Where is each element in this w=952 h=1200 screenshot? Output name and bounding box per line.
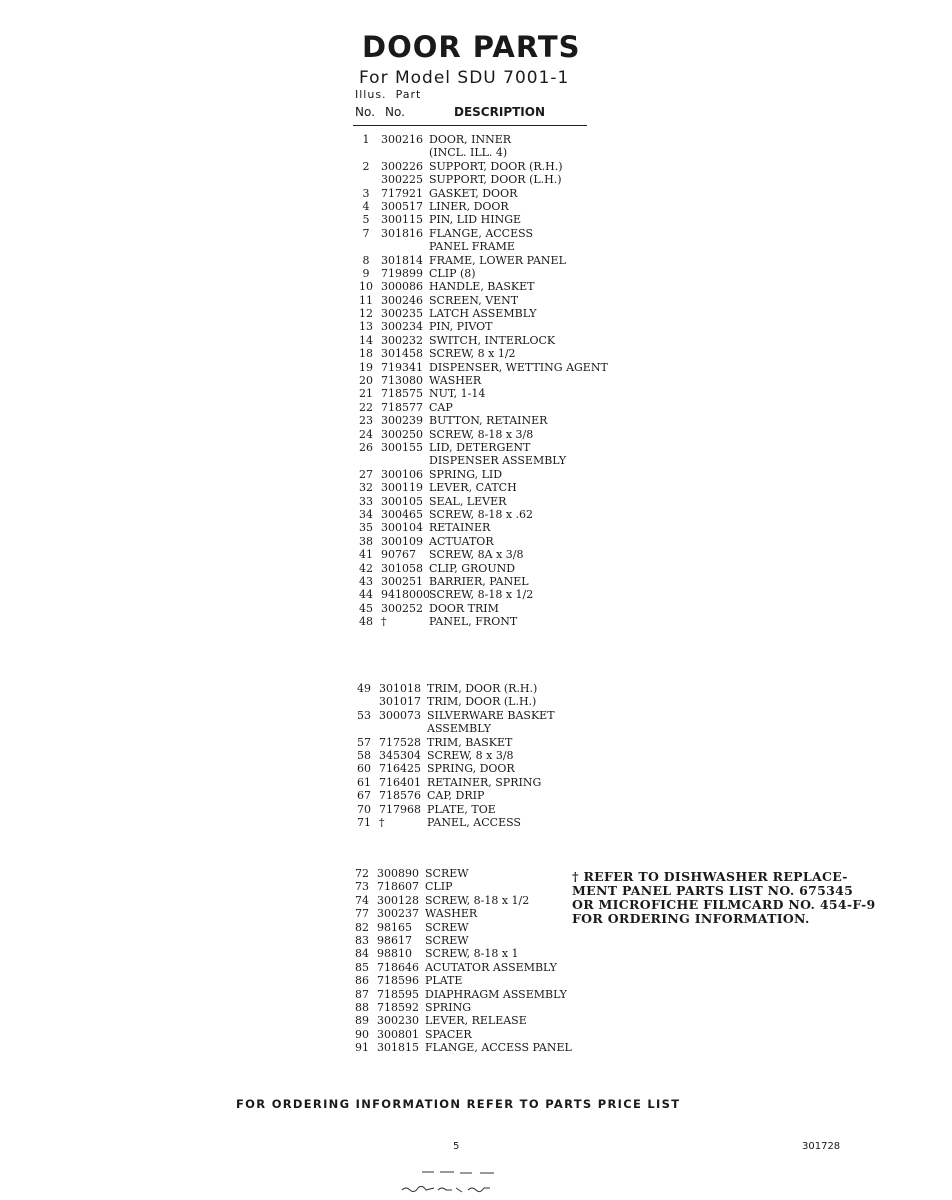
- part-number: 718575: [381, 387, 423, 401]
- part-number: †: [379, 815, 385, 829]
- illus-number: 74: [355, 893, 369, 907]
- illus-number: 84: [355, 947, 369, 961]
- part-number: 300246: [381, 293, 423, 307]
- illus-number: 18: [359, 347, 373, 361]
- part-number: 300104: [381, 521, 423, 535]
- illus-number: 20: [359, 374, 373, 388]
- part-number: 718595: [377, 987, 419, 1001]
- part-description: SCREW, 8-18 x .62: [429, 507, 534, 521]
- illus-number: 12: [359, 307, 373, 321]
- part-description: NUT, 1-14: [429, 387, 486, 401]
- part-description: TRIM, DOOR (R.H.): [427, 682, 538, 695]
- part-number: 718646: [377, 960, 419, 974]
- parts-row: [354, 816, 555, 829]
- illus-number: 38: [359, 534, 373, 548]
- part-label: Part: [395, 88, 422, 101]
- page-title: DOOR PARTS: [362, 30, 581, 64]
- parts-row: [356, 374, 608, 387]
- part-number: 345304: [379, 748, 421, 762]
- part-description: WASHER: [429, 374, 482, 388]
- illus-number: 5: [362, 213, 370, 227]
- parts-row: [352, 974, 572, 987]
- parts-row: [356, 267, 608, 280]
- part-description: CLIP: [425, 880, 453, 894]
- illus-number: 23: [359, 414, 373, 428]
- part-description: PANEL, ACCESS: [427, 815, 521, 829]
- parts-row: [356, 562, 608, 575]
- part-description: SPRING, LID: [429, 467, 503, 481]
- part-description: CLIP, GROUND: [429, 561, 516, 575]
- parts-row: [356, 160, 608, 173]
- description-label: DESCRIPTION: [454, 105, 546, 119]
- illus-number: 86: [355, 974, 369, 988]
- part-number: 713080: [381, 374, 423, 388]
- parts-row: [356, 441, 608, 454]
- parts-row: [356, 307, 608, 320]
- part-number: 300237: [377, 907, 419, 921]
- parts-row: [354, 749, 555, 762]
- illus-number: 42: [359, 561, 373, 575]
- illus-number: 61: [357, 775, 371, 789]
- part-number: [376, 454, 429, 467]
- part-number: [374, 722, 427, 735]
- illus-number: 85: [355, 960, 369, 974]
- part-description: SILVERWARE BASKET: [427, 708, 555, 722]
- illus-number: 32: [359, 481, 373, 495]
- illus-no-label: No.: [355, 105, 375, 119]
- part-description: CLIP (8): [429, 266, 476, 280]
- part-description: SCREW, 8-18 x 3/8: [429, 427, 534, 441]
- part-description: CAP, DRIP: [427, 789, 485, 803]
- part-number: 300234: [381, 320, 423, 334]
- part-description: RETAINER: [429, 521, 491, 535]
- part-number: 718596: [377, 974, 419, 988]
- part-description: FLANGE, ACCESS: [429, 226, 534, 240]
- part-number: 719341: [381, 360, 423, 374]
- part-number: 300155: [381, 440, 423, 454]
- illus-number: 2: [362, 159, 370, 173]
- part-description: LATCH ASSEMBLY: [429, 307, 537, 321]
- illus-number: 44: [359, 588, 373, 602]
- part-description: BUTTON, RETAINER: [429, 414, 548, 428]
- part-description: SCREW, 8-18 x 1/2: [429, 588, 534, 602]
- illus-number: 11: [359, 293, 373, 307]
- part-number: 300465: [381, 507, 423, 521]
- part-description: DOOR TRIM: [429, 601, 499, 615]
- parts-row: [352, 947, 572, 960]
- part-description: SCREW, 8 x 1/2: [429, 347, 516, 361]
- part-description: PIN, PIVOT: [429, 320, 493, 334]
- parts-row: [356, 468, 608, 481]
- part-description: (INCL. ILL. 4): [429, 146, 508, 160]
- part-number: 719899: [381, 266, 423, 280]
- part-number: 300073: [379, 708, 421, 722]
- part-description: DOOR, INNER: [429, 133, 512, 146]
- part-number: 300109: [381, 534, 423, 548]
- illus-number: [356, 146, 376, 159]
- illus-number: 1: [362, 133, 370, 146]
- illus-number: 67: [357, 789, 371, 803]
- illus-number: 7: [362, 226, 370, 240]
- parts-table-group-3: [352, 867, 572, 1054]
- part-description: LEVER, RELEASE: [425, 1014, 527, 1028]
- part-description: LINER, DOOR: [429, 199, 509, 213]
- part-description: DISPENSER, WETTING AGENT: [429, 360, 608, 374]
- illus-number: 9: [362, 266, 370, 280]
- part-description: SCREW: [425, 933, 469, 947]
- illus-number: [356, 240, 376, 253]
- parts-row: [356, 508, 608, 521]
- part-description: SCREW, 8A x 3/8: [429, 548, 524, 562]
- part-number: 716401: [379, 775, 421, 789]
- parts-row: [356, 495, 608, 508]
- part-description: BARRIER, PANEL: [429, 574, 529, 588]
- part-number: 300115: [381, 213, 423, 227]
- part-number: 300230: [377, 1014, 419, 1028]
- illus-number: 21: [359, 387, 373, 401]
- illus-number: 33: [359, 494, 373, 508]
- parts-row: [352, 961, 572, 974]
- column-header: [353, 105, 587, 126]
- parts-row: [356, 548, 608, 561]
- part-description: RETAINER, SPRING: [427, 775, 542, 789]
- parts-row: [352, 1014, 572, 1027]
- part-number: 717528: [379, 735, 421, 749]
- illus-number: [356, 173, 376, 186]
- part-description: DISPENSER ASSEMBLY: [429, 454, 567, 468]
- part-description: ACUTATOR ASSEMBLY: [425, 960, 557, 974]
- illus-number: 72: [355, 867, 369, 880]
- parts-row: [354, 803, 555, 816]
- part-description: SWITCH, INTERLOCK: [429, 333, 556, 347]
- illus-number: 35: [359, 521, 373, 535]
- illus-number: 22: [359, 400, 373, 414]
- parts-table-group-2: [354, 682, 555, 829]
- part-description: SUPPORT, DOOR (R.H.): [429, 159, 563, 173]
- illus-number: 45: [359, 601, 373, 615]
- part-description: SUPPORT, DOOR (L.H.): [429, 173, 562, 187]
- parts-row: [356, 387, 608, 400]
- illus-number: 91: [355, 1041, 369, 1055]
- parts-row: [356, 200, 608, 213]
- ordering-footer: FOR ORDERING INFORMATION REFER TO PARTS PRICE LIST: [236, 1097, 681, 1111]
- part-number: 718576: [379, 789, 421, 803]
- parts-row: [356, 146, 608, 159]
- illus-number: 53: [357, 708, 371, 722]
- parts-row: [352, 1041, 572, 1054]
- part-number: 300251: [381, 574, 423, 588]
- part-number: 300216: [381, 133, 423, 146]
- illus-number: 90: [355, 1027, 369, 1041]
- part-number: 90767: [381, 548, 416, 562]
- parts-row: [352, 867, 572, 880]
- part-number: 717968: [379, 802, 421, 816]
- parts-row: [354, 709, 555, 722]
- illus-number: 57: [357, 735, 371, 749]
- parts-row: [356, 401, 608, 414]
- illus-number: 58: [357, 748, 371, 762]
- illus-number: 14: [359, 333, 373, 347]
- parts-row: [356, 254, 608, 267]
- parts-row: [356, 428, 608, 441]
- parts-row: [356, 521, 608, 534]
- part-description: FLANGE, ACCESS PANEL: [425, 1041, 572, 1055]
- part-description: CAP: [429, 400, 453, 414]
- parts-row: [352, 907, 572, 920]
- part-number: 301814: [381, 253, 423, 267]
- parts-row: [356, 334, 608, 347]
- parts-row: [356, 240, 608, 253]
- part-description: HANDLE, BASKET: [429, 280, 535, 294]
- part-description: ASSEMBLY: [427, 722, 492, 736]
- illus-number: 27: [359, 467, 373, 481]
- part-number: 98617: [377, 933, 412, 947]
- illus-number: 43: [359, 574, 373, 588]
- parts-row: [352, 1001, 572, 1014]
- part-number: 301017: [379, 695, 421, 709]
- parts-row: [352, 921, 572, 934]
- part-number: 9418000: [381, 588, 430, 602]
- parts-row: [352, 1028, 572, 1041]
- part-number: 300801: [377, 1027, 419, 1041]
- part-description: SPRING: [425, 1000, 471, 1014]
- part-description: PANEL FRAME: [429, 240, 515, 254]
- part-description: WASHER: [425, 907, 478, 921]
- parts-row: [352, 988, 572, 1001]
- parts-row: [356, 133, 608, 146]
- illus-number: 83: [355, 933, 369, 947]
- illus-number: [354, 695, 374, 708]
- part-description: SCREW, 8 x 3/8: [427, 748, 514, 762]
- parts-row: [354, 789, 555, 802]
- parts-table-group-1: [356, 133, 608, 628]
- part-description: PLATE: [425, 974, 463, 988]
- illus-number: 77: [355, 907, 369, 921]
- part-description: SCREW: [425, 920, 469, 934]
- parts-row: [354, 722, 555, 735]
- parts-row: [356, 294, 608, 307]
- part-number: [376, 240, 429, 253]
- parts-row: [356, 320, 608, 333]
- part-description: SCREW: [425, 867, 469, 880]
- part-number: 300890: [377, 867, 419, 880]
- parts-row: [354, 682, 555, 695]
- replacement-panel-note: † REFER TO DISHWASHER REPLACE- MENT PANEL PARTS LIST NO. 675345 OR MICROFICHE FILMCARD NO. 454-F-9 FOR ORDERING INFORMATION.: [572, 869, 876, 926]
- illus-number: 71: [357, 815, 371, 829]
- part-description: ACTUATOR: [429, 534, 494, 548]
- parts-row: [356, 227, 608, 240]
- parts-row: [352, 894, 572, 907]
- parts-row: [356, 481, 608, 494]
- part-number: 718577: [381, 400, 423, 414]
- part-number: 300106: [381, 467, 423, 481]
- illus-number: 4: [362, 199, 370, 213]
- part-description: SPACER: [425, 1027, 472, 1041]
- illus-number: 13: [359, 320, 373, 334]
- parts-row: [354, 762, 555, 775]
- parts-row: [356, 213, 608, 226]
- part-description: TRIM, DOOR (L.H.): [427, 695, 537, 709]
- part-number: 300226: [381, 159, 423, 173]
- part-number: 300250: [381, 427, 423, 441]
- parts-row: [356, 347, 608, 360]
- part-number: 300086: [381, 280, 423, 294]
- part-number: 301816: [381, 226, 423, 240]
- part-number: 300239: [381, 414, 423, 428]
- illus-number: 89: [355, 1014, 369, 1028]
- parts-row: [356, 575, 608, 588]
- parts-row: [356, 280, 608, 293]
- illus-number: 41: [359, 548, 373, 562]
- part-description: SEAL, LEVER: [429, 494, 507, 508]
- parts-row: [356, 588, 608, 601]
- illus-number: 26: [359, 440, 373, 454]
- model-subtitle: For Model SDU 7001-1: [359, 68, 570, 88]
- part-number: 301458: [381, 347, 423, 361]
- part-number: [376, 146, 429, 159]
- part-number: 300517: [381, 199, 423, 213]
- parts-row: [356, 602, 608, 615]
- part-no-label: No.: [385, 105, 405, 119]
- part-description: PANEL, FRONT: [429, 615, 518, 629]
- illus-number: 87: [355, 987, 369, 1001]
- parts-row: [356, 535, 608, 548]
- column-header-top: [355, 88, 421, 101]
- handwritten-scribble: [398, 1164, 508, 1200]
- document-number: 301728: [802, 1141, 841, 1152]
- parts-row: [354, 736, 555, 749]
- parts-row: [354, 695, 555, 708]
- part-description: LEVER, CATCH: [429, 481, 517, 495]
- page-number: 5: [453, 1141, 460, 1152]
- illus-number: 19: [359, 360, 373, 374]
- illus-number: 82: [355, 920, 369, 934]
- illus-number: 88: [355, 1000, 369, 1014]
- illus-number: 34: [359, 507, 373, 521]
- part-description: SCREW, 8-18 x 1: [425, 947, 519, 961]
- part-number: 718592: [377, 1000, 419, 1014]
- parts-row: [356, 187, 608, 200]
- illus-number: 73: [355, 880, 369, 894]
- part-description: GASKET, DOOR: [429, 186, 518, 200]
- part-description: TRIM, BASKET: [427, 735, 513, 749]
- part-number: 300252: [381, 601, 423, 615]
- illus-number: 10: [359, 280, 373, 294]
- parts-row: [356, 361, 608, 374]
- illus-number: [354, 722, 374, 735]
- illus-label: Illus.: [355, 88, 387, 101]
- illus-number: 49: [357, 682, 371, 695]
- part-description: PIN, LID HINGE: [429, 213, 522, 227]
- illus-number: 70: [357, 802, 371, 816]
- part-description: PLATE, TOE: [427, 802, 496, 816]
- parts-row: [356, 414, 608, 427]
- illus-number: [356, 454, 376, 467]
- part-number: 301815: [377, 1041, 419, 1055]
- part-number: 300105: [381, 494, 423, 508]
- part-number: 301058: [381, 561, 423, 575]
- part-description: SCREEN, VENT: [429, 293, 519, 307]
- part-number: 300119: [381, 481, 423, 495]
- part-description: FRAME, LOWER PANEL: [429, 253, 566, 267]
- part-number: 300232: [381, 333, 423, 347]
- parts-row: [352, 880, 572, 893]
- parts-row: [356, 173, 608, 186]
- part-number: 300128: [377, 893, 419, 907]
- part-description: SCREW, 8-18 x 1/2: [425, 893, 530, 907]
- part-description: SPRING, DOOR: [427, 762, 515, 776]
- illus-number: 48: [359, 615, 373, 629]
- illus-number: 60: [357, 762, 371, 776]
- part-number: †: [381, 615, 387, 629]
- illus-number: 8: [362, 253, 370, 267]
- part-number: 98165: [377, 920, 412, 934]
- part-number: 717921: [381, 186, 423, 200]
- parts-row: [356, 454, 608, 467]
- part-description: LID, DETERGENT: [429, 440, 531, 454]
- part-number: 300235: [381, 307, 423, 321]
- illus-number: 24: [359, 427, 373, 441]
- part-number: 716425: [379, 762, 421, 776]
- parts-row: [352, 934, 572, 947]
- part-number: 718607: [377, 880, 419, 894]
- part-number: 98810: [377, 947, 412, 961]
- part-description: DIAPHRAGM ASSEMBLY: [425, 987, 567, 1001]
- part-number: 300225: [381, 173, 423, 187]
- illus-number: 3: [362, 186, 370, 200]
- parts-row: [354, 776, 555, 789]
- parts-row: [356, 615, 608, 628]
- part-number: 301018: [379, 682, 421, 695]
